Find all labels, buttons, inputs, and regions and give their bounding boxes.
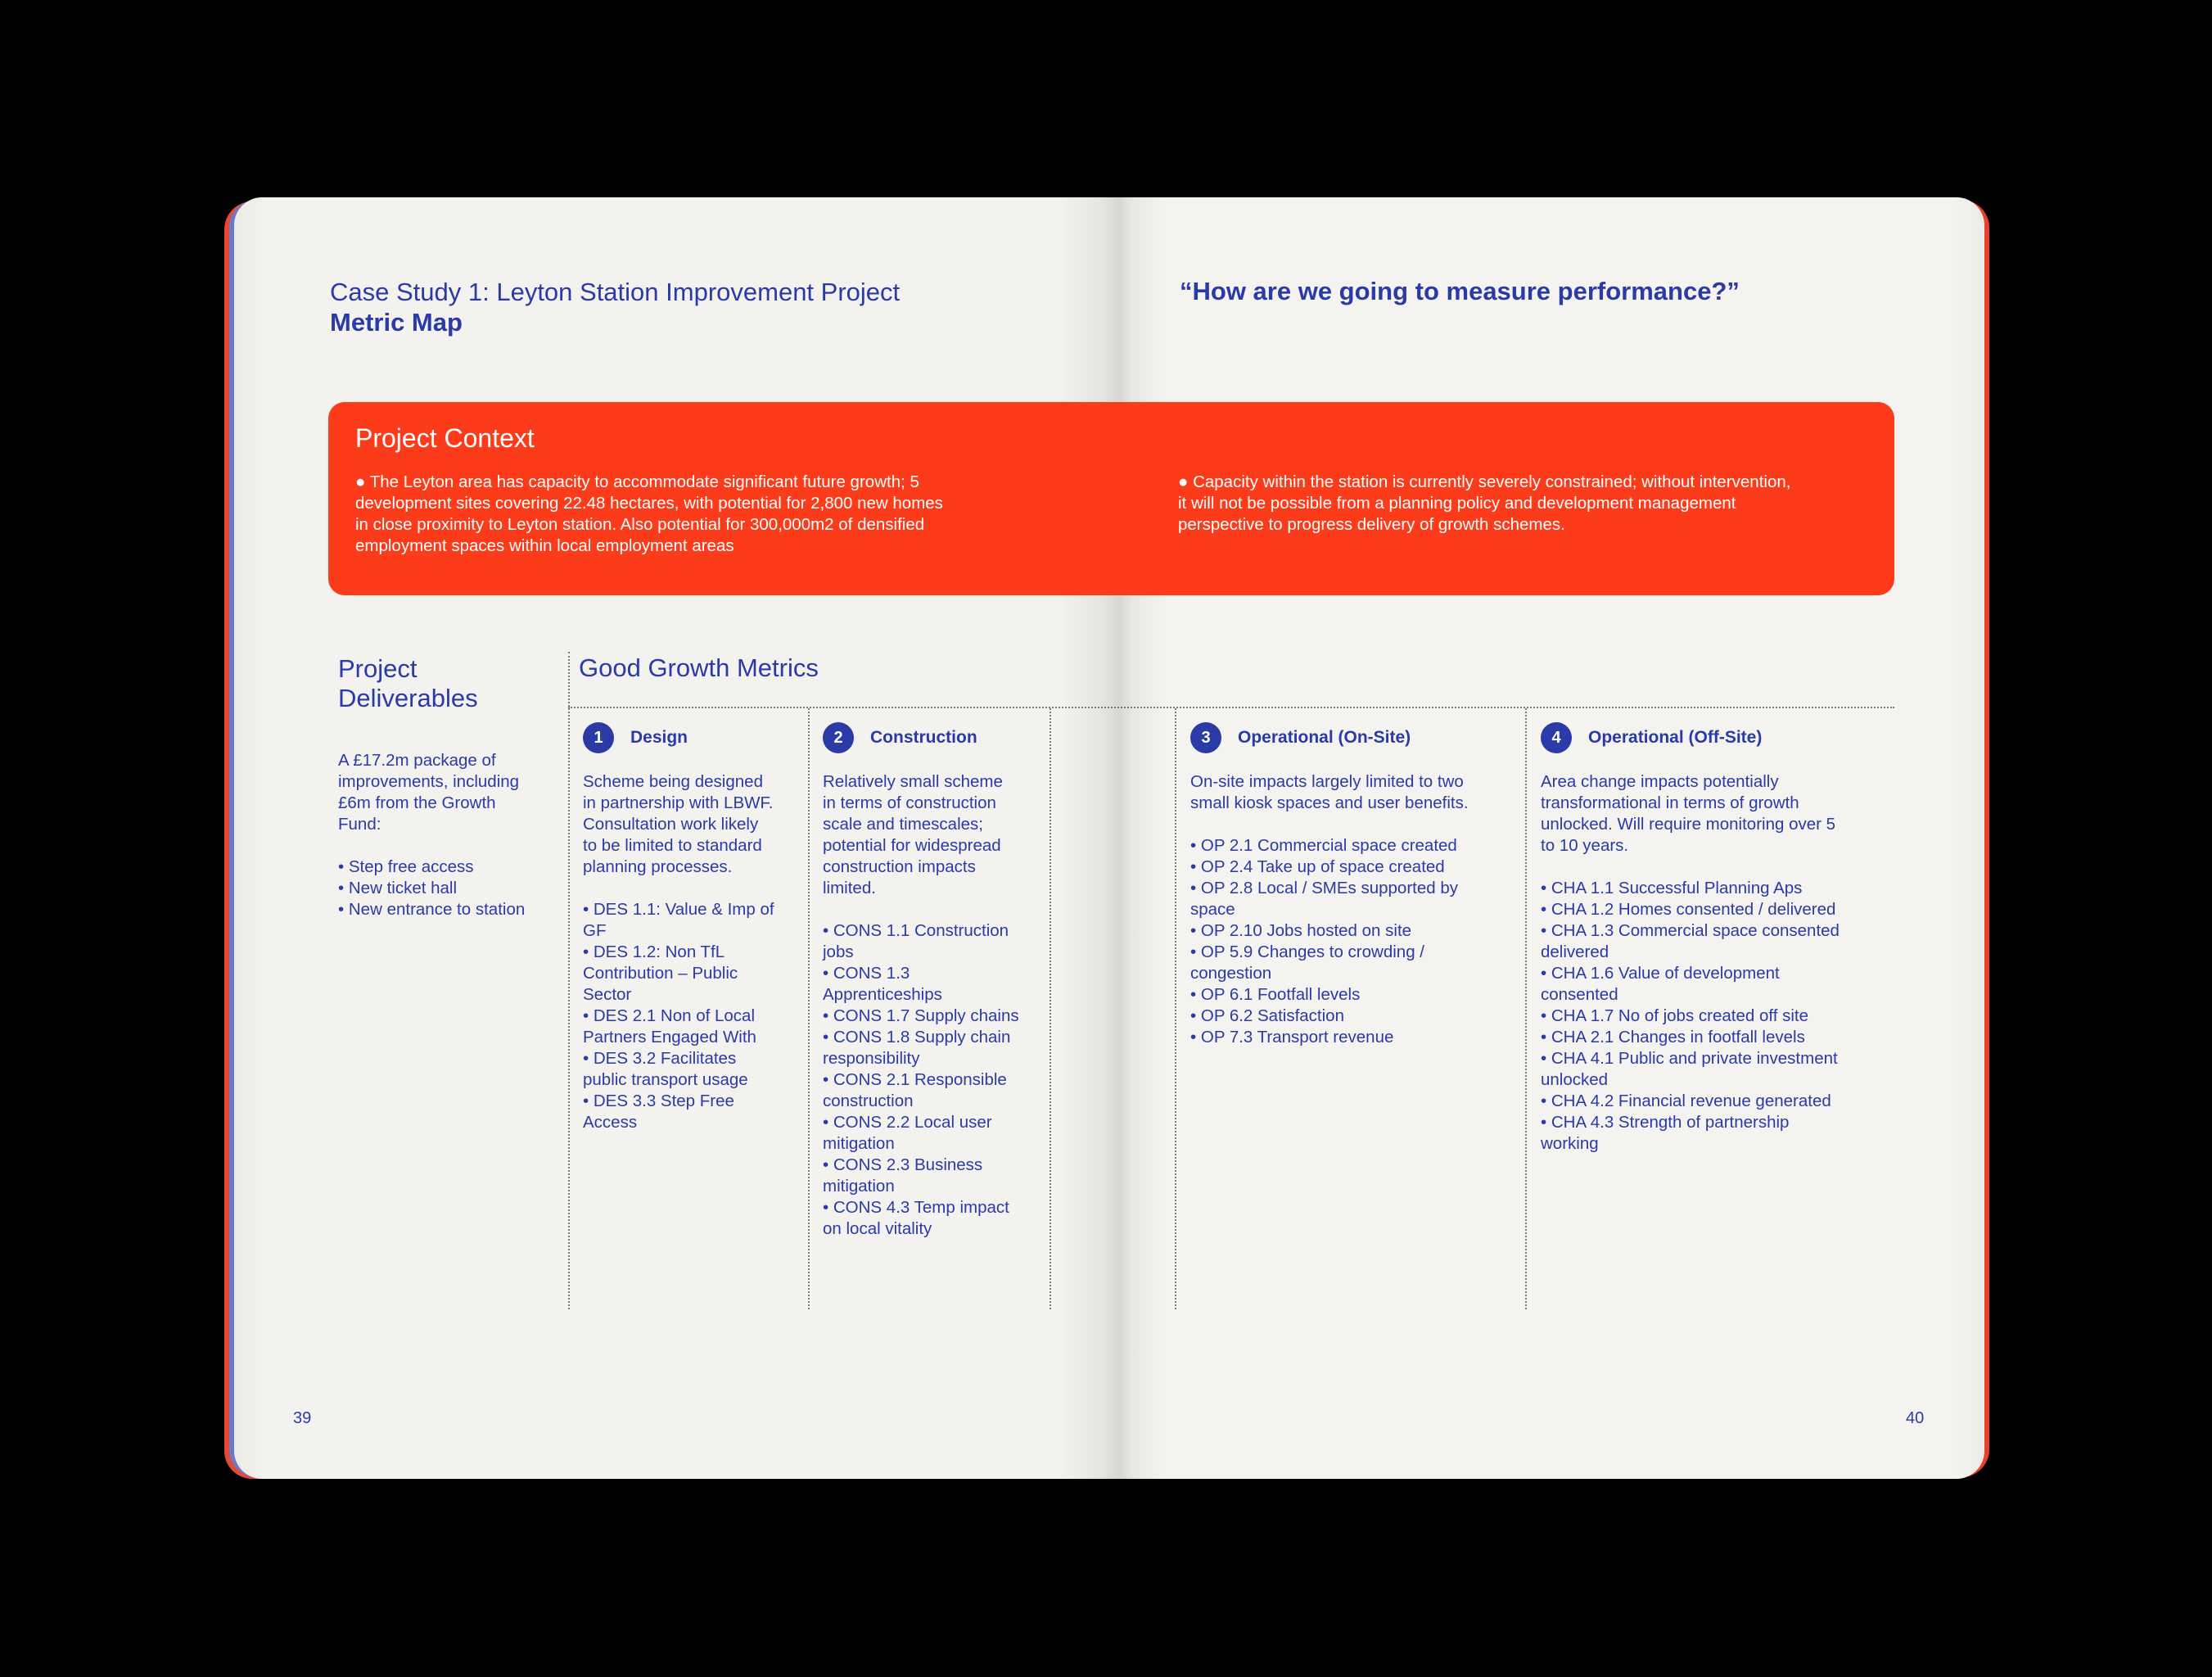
deliverable-item: • New entrance to station [338,900,526,919]
metrics-heading: Good Growth Metrics [579,653,819,682]
quote-title: “How are we going to measure performance?” [1180,277,1740,305]
metric-item: • DES 3.2 Facilitates public transport usage [583,1049,748,1089]
metric-item: • DES 1.2: Non TfL Contribution – Public Sector [583,942,738,1004]
deliverables-list [338,857,559,920]
metric-map-subtitle: Metric Map [330,308,463,337]
deliverables-block [338,750,559,920]
metric-column-header [1190,722,1411,753]
metric-item: • OP 6.1 Footfall levels [1190,985,1361,1004]
metric-column-title: Operational (Off-Site) [1588,728,1763,747]
divider [1050,708,1051,1309]
metric-item: • CHA 2.1 Changes in footfall levels [1541,1028,1805,1046]
page-title [330,277,900,337]
project-context-heading: Project Context [355,423,535,453]
context-left-text: ● The Leyton area has capacity to accommodate significant future growth; 5 development sites covering 22.48 hectares, with potential for 2,800 new homes in close proximity to Leyton station. Also potential for 300,000m2 of densified employment spaces within local employment areas [355,472,943,555]
metric-item: • DES 1.1: Value & Imp of GF [583,900,774,940]
case-study-title: Case Study 1: Leyton Station Improvement Project [330,278,901,306]
metric-item: • CONS 2.2 Local user mitigation [823,1113,992,1153]
metric-item: • DES 3.3 Step Free Access [583,1092,734,1132]
divider [568,652,570,1309]
metric-item: • OP 2.1 Commercial space created [1190,836,1457,855]
metric-item: • OP 2.8 Local / SMEs supported by space [1190,879,1458,919]
metric-item: • CHA 1.3 Commercial space consented delivered [1541,921,1840,961]
metric-item: • OP 7.3 Transport revenue [1190,1028,1394,1046]
metric-item: • OP 2.4 Take up of space created [1190,857,1445,876]
metric-item: • CONS 1.7 Supply chains [823,1006,1019,1025]
metric-column-title: Construction [870,728,977,747]
metric-item: • CHA 1.1 Successful Planning Aps [1541,879,1803,897]
metric-column-title: Operational (On-Site) [1238,728,1411,747]
metric-item: • CHA 1.7 No of jobs created off site [1541,1006,1808,1025]
deliverables-text: A £17.2m package of improvements, including £6m from the Growth Fund: [338,751,520,834]
metric-item: • CHA 1.6 Value of development consented [1541,964,1780,1004]
context-right-text: ● Capacity within the station is currently severely constrained; without intervention, it will not be possible from a planning policy and development management perspective to progress delivery of growth schemes. [1178,472,1791,534]
project-context-panel [328,402,1894,595]
divider [1525,708,1527,1309]
metric-item: • CONS 4.3 Temp impact on local vitality [823,1198,1009,1238]
page-number-left: 39 [293,1409,312,1427]
metric-column-text: On-site impacts largely limited to two small kiosk spaces and user benefits. [1190,772,1469,812]
metric-item: • CONS 2.3 Business mitigation [823,1155,983,1196]
metric-column-header [583,722,688,753]
metric-column-header [1541,722,1762,753]
metric-column-header [823,722,977,753]
metric-column-text: Relatively small scheme in terms of construction scale and timescales; potential for widespread construction impacts limited. [823,772,1003,897]
metric-item: • CHA 1.2 Homes consented / delivered [1541,900,1836,919]
metric-item: • CHA 4.1 Public and private investment unlocked [1541,1049,1838,1089]
metric-column-text: Scheme being designed in partnership with LBWF. Consultation work likely to be limited to standard planning processes. [583,772,774,876]
metric-item: • CHA 4.3 Strength of partnership working [1541,1113,1790,1153]
metric-item: • OP 6.2 Satisfaction [1190,1006,1344,1025]
metric-item: • CONS 2.1 Responsible construction [823,1070,1007,1110]
metric-column [583,771,804,1133]
deliverables-heading: Project Deliverables [338,654,478,712]
divider [1175,708,1176,1309]
metric-column [1190,771,1518,1048]
metric-item: • DES 2.1 Non of Local Partners Engaged With [583,1006,756,1046]
metric-item: • CONS 1.8 Supply chain responsibility [823,1028,1011,1068]
number-badge: 2 [823,722,854,753]
page-number-right: 40 [1906,1409,1925,1427]
metric-item: • OP 2.10 Jobs hosted on site [1190,921,1412,940]
number-badge: 4 [1541,722,1572,753]
metric-column [823,771,1044,1240]
metric-item: • OP 5.9 Changes to crowding / congestion [1190,942,1424,983]
metric-item: • CONS 1.3 Apprenticeships [823,964,942,1004]
deliverable-item: • New ticket hall [338,879,458,897]
metric-item: • CONS 1.1 Construction jobs [823,921,1009,961]
divider [808,708,810,1309]
divider [568,707,1894,708]
deliverable-item: • Step free access [338,857,474,876]
number-badge: 1 [583,722,614,753]
metric-item: • CHA 4.2 Financial revenue generated [1541,1092,1831,1110]
metric-column-text: Area change impacts potentially transformational in terms of growth unlocked. Will require monitoring over 5 to 10 years. [1541,772,1836,855]
metric-column-title: Design [630,728,688,747]
number-badge: 3 [1190,722,1221,753]
metric-column [1541,771,1885,1155]
